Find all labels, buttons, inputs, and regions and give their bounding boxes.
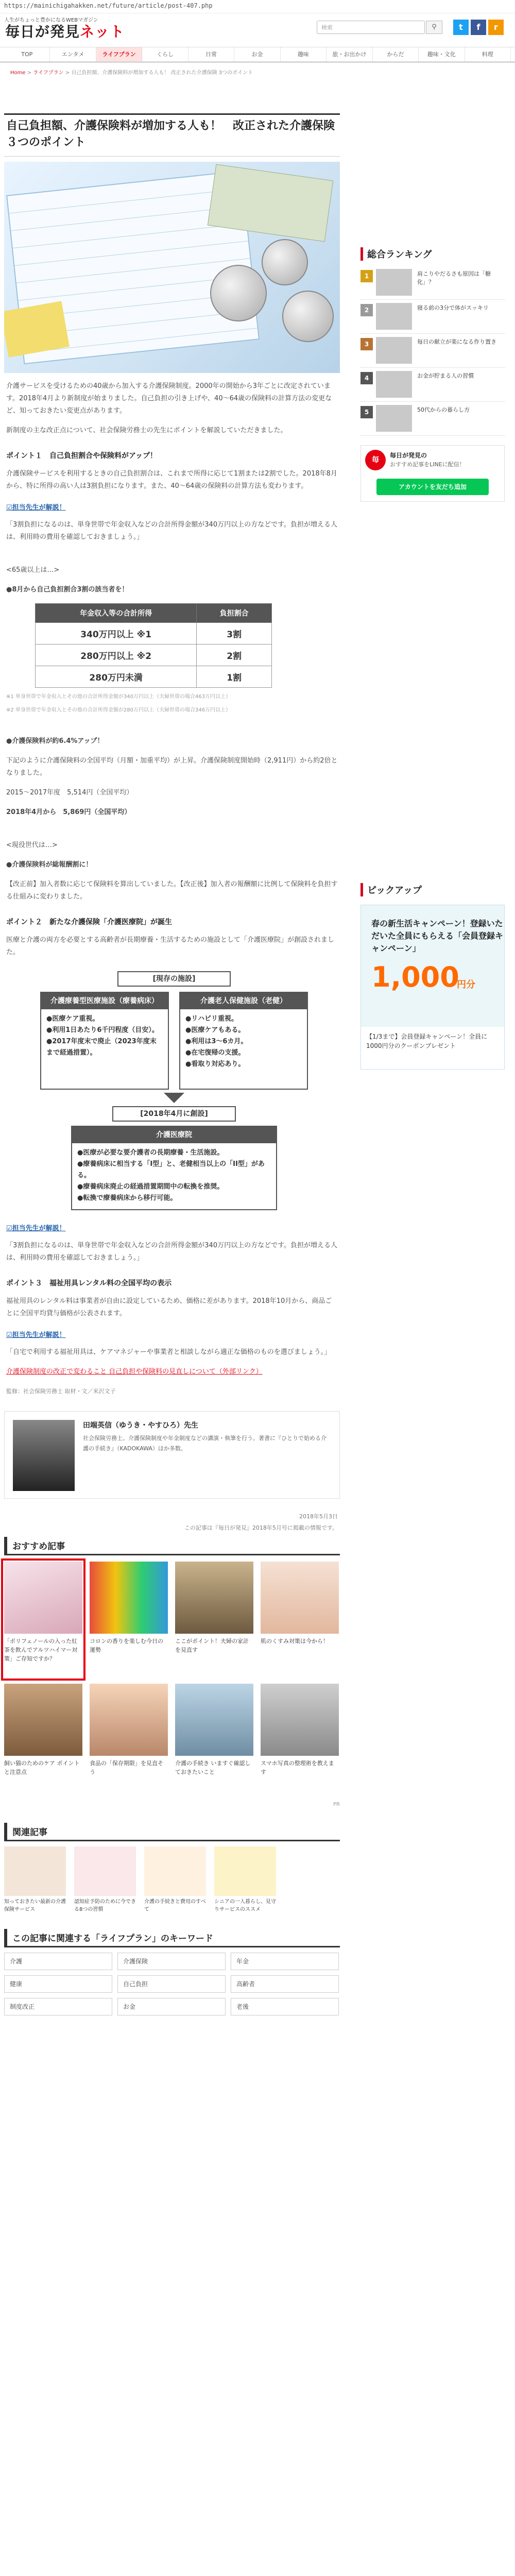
intro-paragraph: 介護サービスを受けるための40歳から加入する介護保険制度。2000年の開始から3年ごとに改定されています。2018年4月より新制度が始まりました。自己負担の引き上げや、40〜64歳の保険料の計算方法の変更など、知っておきたい変更点があります。 (6, 382, 332, 415)
rank-number: 2 (360, 304, 373, 316)
ranking-item[interactable] (360, 368, 505, 402)
table-header-income: 年金収入等の合計所得 (36, 604, 197, 623)
ad-footer: 【1/3まで】会員登録キャンペーン！全員に1000円分のクーポンプレゼント (361, 1027, 504, 1069)
expert-remark-heading-3: ☑担当先生が解説！ (6, 1331, 66, 1339)
keyword-row (4, 1998, 340, 2015)
table-row (36, 623, 272, 645)
diagram-box-roken (179, 992, 308, 1090)
diagram-box-iryoin (71, 1126, 277, 1210)
author-box (4, 1411, 340, 1499)
point-2-body: 医療と介護の両方を必要とする高齢者が長期療養・生活するための施設として「介護医療院」が創設されました。 (6, 936, 335, 956)
recommend-card[interactable] (175, 1684, 253, 1800)
table-row (36, 645, 272, 666)
brand-icon: 毎 (365, 450, 386, 470)
line-promo (360, 445, 505, 502)
author-bio: 社会保険労務士。介護保険制度や年金制度などの講演・執筆を行う。著書に『ひとりで始める介護の手続き』（KADOKAWA）ほか多数。 (83, 1435, 327, 1452)
recommend-caption: 肌のくすみ対策は今から！ (261, 1638, 329, 1645)
fee-line-1: 2015〜2017年度 5,514円（全国平均） (6, 789, 133, 796)
table-note-2: ※2 単身世帯で年金収入とその他の合計所得金額が280万円以上（夫婦世帯の場合346万円以上） (6, 707, 231, 713)
twitter-icon[interactable]: t (453, 20, 469, 35)
expert-remark-body-3: 「自宅で利用する福祉用具は、ケアマネジャーや事業者と相談しながら適正な価格のものを選びましょう。」 (6, 1348, 331, 1356)
breadcrumb-current: 自己負担額、介護保険料が増加する人も！ 改正された介護保険 3つのポイント (71, 70, 253, 76)
rank-number: 1 (360, 270, 373, 282)
line-add-friend-button[interactable]: アカウントを友だち追加 (376, 479, 489, 495)
keyword-chip[interactable]: 介護 (4, 1953, 112, 1970)
logo-main: 毎日が発見 (5, 23, 80, 40)
rank-number: 3 (360, 338, 373, 350)
recommend-card[interactable] (261, 1562, 339, 1677)
recommend-caption: 介護の手続き いますぐ確認しておきたいこと (175, 1760, 251, 1775)
point-3-heading: ポイント３ 福祉用具レンタル料の全国平均の表示 (6, 1279, 172, 1287)
point-3-body: 福祉用具のレンタル料は事業者が自由に設定しているため、価格に差があります。2018年10月から、商品ごとに全国平均貸与価格が公表されます。 (6, 1297, 332, 1317)
ranking-heading: 総合ランキング (360, 247, 505, 261)
recommend-caption: ここがポイント！夫婦の家計を見直す (175, 1638, 249, 1653)
search-icon[interactable]: ⚲ (426, 21, 442, 34)
recommend-caption: スマホ写真の整理術を教えます (261, 1760, 334, 1775)
page-title: 自己負担額、介護保険料が増加する人も！ 改正された介護保険３つのポイント (4, 113, 340, 157)
publish-date: 2018年5月3日 (299, 1513, 338, 1520)
ranking-title: 50代からの暮らし方 (417, 406, 470, 413)
keyword-chip[interactable]: 高齢者 (231, 1975, 339, 1993)
rank-number: 5 (360, 406, 373, 418)
keyword-chip[interactable]: 老後 (231, 1998, 339, 2015)
related-caption: 介護の手続きと費用のすべて (144, 1899, 206, 1912)
nav-item-money[interactable]: お金 (234, 47, 280, 61)
diagram-item: ●医療が必要な要介護者の長期療養・生活施設。 (77, 1149, 224, 1157)
expert-remark-heading-2: ☑担当先生が解説！ (6, 1225, 66, 1232)
sponsor-label: PR (333, 1802, 340, 1807)
current-body: 【改正前】加入者数に応じて保険料を算出していました。【改正後】加入者の報酬額に比例して保険料を負担する仕組みに変わりました。 (6, 880, 338, 901)
site-logo[interactable] (5, 21, 125, 41)
diagram-item: ●在宅復帰の支援。 (185, 1049, 245, 1057)
keyword-chip[interactable]: 年金 (231, 1953, 339, 1970)
nav-item-culture[interactable]: 趣味・文化 (419, 47, 465, 61)
table-cell: 280万円未満 (36, 666, 197, 688)
table-cell: 2割 (197, 645, 272, 666)
global-nav (0, 47, 515, 63)
nav-item-body[interactable]: からだ (373, 47, 419, 61)
nav-item-travel[interactable]: 旅・お出かけ (327, 47, 372, 61)
related-thumbnail (4, 1846, 66, 1896)
nav-item-entame[interactable]: エンタメ (50, 47, 96, 61)
ad-title: 春の新生活キャンペーン！登録いただいた全員にもらえる「会員登録キャンペーン」 (371, 919, 504, 953)
table-header-ratio: 負担割合 (197, 604, 272, 623)
nav-item-cooking[interactable]: 料理 (465, 47, 511, 61)
recommend-thumbnail (261, 1684, 339, 1756)
current-subheading: ●介護保険料が総報酬割に！ (6, 861, 93, 869)
ranking-thumbnail (376, 371, 412, 398)
current-heading: <現役世代は…> (6, 841, 58, 849)
rank-number: 4 (360, 372, 373, 384)
search-input[interactable]: 検索 (317, 21, 425, 34)
nav-item-kurashi[interactable]: くらし (142, 47, 188, 61)
table-cell: 3割 (197, 623, 272, 645)
recommend-thumbnail (4, 1562, 82, 1634)
recommend-caption: コロンの香りを楽しむ今日の運勢 (90, 1638, 163, 1653)
table-row (36, 666, 272, 688)
diagram-item: ●リハビリ重視。 (185, 1015, 238, 1023)
breadcrumb-home[interactable]: Home (10, 70, 26, 76)
article-main (4, 113, 340, 2015)
diagram-box-title: 介護療養型医療施設（療養病床） (41, 993, 168, 1009)
expert-remark-heading: ☑担当先生が解説！ (6, 504, 66, 512)
related-card[interactable] (214, 1846, 276, 1913)
related-caption: 認知症予防のために今できる8つの習慣 (74, 1899, 136, 1912)
ranking-title: 寝る前の3分で体がスッキリ (417, 304, 489, 311)
related-caption: 知っておきたい最新の介護保険サービス (4, 1899, 66, 1912)
fee-line-2: 2018年4月から 5,869円（全国平均） (6, 808, 131, 816)
keyword-row (4, 1975, 340, 1993)
fee-body: 下記のように介護保険料の全国平均（月額・加重平均）が上昇。介護保険制度開始時（2,911円）から約2倍となりました。 (6, 757, 338, 777)
diagram-item: ●療養病床廃止の経過措置期間中の転換を推奨。 (77, 1183, 224, 1191)
ranking-thumbnail (376, 405, 412, 432)
income-burden-table (35, 603, 272, 688)
address-bar[interactable]: https://mainichigahakken.net/future/article/post-407.php (0, 0, 515, 13)
hero-image (4, 162, 340, 373)
related-thumbnail (214, 1846, 276, 1896)
diagram-item: ●利用1日あたり6千円程度（目安）。 (46, 1026, 159, 1034)
ranking-item[interactable] (360, 300, 505, 334)
diagram-now-label: [現存の施設] (117, 971, 231, 987)
recommend-thumbnail (90, 1684, 168, 1756)
recommend-card[interactable] (90, 1684, 168, 1800)
table-cell: 1割 (197, 666, 272, 688)
facebook-icon[interactable]: f (471, 20, 486, 35)
ranking-item[interactable] (360, 266, 505, 300)
ranking-title: 肩こりやだるさも原因は「糖化」？ (417, 270, 491, 285)
ranking-title: 毎日の献立が楽になる作り置き (417, 338, 496, 345)
point-1-body: 介護保険サービスを利用するときの自己負担割合は、これまで所得に応じて1割または2割でした。2018年8月から、特に所得の高い人は3割負担になります。また、40〜64歳の保険料の計算方法も変わります。 (6, 470, 337, 490)
rss-icon[interactable]: r (488, 20, 504, 35)
ranking-thumbnail (376, 269, 412, 296)
pickup-heading: ピックアップ (360, 883, 505, 896)
diagram-new-label: [2018年4月に創設] (112, 1106, 236, 1122)
line-promo-title: 毎日が発見の (390, 452, 427, 459)
ranking-item[interactable] (360, 334, 505, 368)
related-thumbnail (74, 1846, 136, 1896)
credit: 監修：社会保険労務士 取材・文／米沢文子 (6, 1388, 116, 1395)
related-heading: 関連記事 (4, 1823, 340, 1841)
recommend-thumbnail (261, 1562, 339, 1634)
ranking-item[interactable] (360, 402, 505, 436)
diagram-arrow-down (164, 1093, 184, 1103)
recommend-card[interactable] (261, 1684, 339, 1800)
diagram-item: ●医療ケアもある。 (185, 1026, 245, 1034)
magazine-note: この記事は『毎日が発見』2018年5月号に掲載の情報です。 (184, 1524, 338, 1531)
ad-amount: 1,000 (371, 961, 459, 993)
expert-remark-body: 「3割負担になるのは、単身世帯で年金収入などの合計所得金額が340万円以上の方などです。負担が増える人は、利用時の費用を確認しておきましょう。」 (6, 521, 338, 541)
recommend-card[interactable] (4, 1684, 82, 1800)
recommend-card[interactable] (175, 1562, 253, 1677)
related-grid (4, 1846, 340, 1913)
ranking-thumbnail (376, 337, 412, 364)
recommend-card[interactable] (90, 1562, 168, 1677)
point-1-heading: ポイント１ 自己負担割合や保険料がアップ！ (6, 452, 158, 460)
nav-item-hobby[interactable]: 趣味 (281, 47, 327, 61)
pickup-ad-banner[interactable] (360, 905, 505, 1070)
keywords-heading: この記事に関連する「ライフプラン」のキーワード (4, 1929, 340, 1947)
related-card[interactable] (74, 1846, 136, 1913)
keyword-row (4, 1953, 340, 1970)
table-note-1: ※1 単身世帯で年金収入とその他の合計所得金額が340万円以上（夫婦世帯の場合463万円以上） (6, 694, 231, 700)
facility-diagram (40, 971, 308, 1213)
recommend-caption: 「ポリフェノールの入った紅茶を飲んでアルツハイマー対策」ご存知ですか？ (4, 1638, 78, 1662)
hero-coin (210, 265, 267, 321)
hero-coin (282, 291, 334, 342)
over65-heading: <65歳以上は…> (6, 566, 60, 574)
diagram-item: ●2017年度末で廃止（2023年度末まで経過措置）。 (46, 1038, 157, 1057)
keyword-chip[interactable]: 自己負担 (117, 1975, 226, 1993)
recommend-thumbnail (90, 1562, 168, 1634)
line-promo-sub: おすすめ記事をLINEに配信！ (390, 461, 465, 468)
external-link[interactable]: 介護保険制度の改正で変わること 自己負担や保険料の見直しについて（外部リンク） (6, 1368, 263, 1376)
related-caption: シニアの一人暮らし、見守りサービスのススメ (214, 1899, 276, 1912)
intro-paragraph-2: 新制度の主な改正点について、社会保険労務士の先生にポイントを解説していただきました。 (6, 427, 287, 434)
keyword-chip[interactable]: お金 (117, 1998, 226, 2015)
keyword-chip[interactable]: 介護保険 (117, 1953, 226, 1970)
related-card[interactable] (4, 1846, 66, 1913)
diagram-item: ●看取り対応あり。 (185, 1060, 245, 1068)
fee-heading: ●介護保険料が約6.4%アップ！ (6, 737, 104, 745)
recommend-heading: おすすめ記事 (4, 1537, 340, 1555)
recommend-thumbnail (4, 1684, 82, 1756)
breadcrumb: Home > ライフプラン > 自己負担額、介護保険料が増加する人も！ 改正された介護保険 3つのポイント (10, 70, 253, 76)
table-caption: ●8月から自己負担割合3割の該当者を！ (6, 586, 129, 594)
ad-unit: 円分 (457, 979, 475, 990)
related-card[interactable] (144, 1846, 206, 1913)
nav-item-lifeplan[interactable]: ライフプラン (96, 47, 142, 61)
ranking-thumbnail (376, 303, 412, 330)
diagram-box-ryoyo (40, 992, 169, 1090)
diagram-item: ●医療ケア重視。 (46, 1015, 99, 1023)
expert-remark-body-2: 「3割負担になるのは、単身世帯で年金収入などの合計所得金額が340万円以上の方などです。負担が増える人は、利用時の費用を確認しておきましょう。」 (6, 1242, 338, 1262)
site-header (0, 13, 515, 47)
ranking-title: お金が貯まる人の習慣 (417, 372, 474, 379)
diagram-box-title: 介護医療院 (72, 1127, 276, 1143)
recommend-thumbnail (175, 1562, 253, 1634)
logo-sub: ネット (80, 23, 125, 40)
diagram-item: ●療養病床に相当する「I型」と、老健相当以上の「II型」がある。 (77, 1160, 265, 1179)
diagram-item: ●転換で療養病床から移行可能。 (77, 1194, 177, 1202)
nav-item-top[interactable]: TOP (4, 47, 50, 61)
keyword-chip[interactable]: 健康 (4, 1975, 112, 1993)
recommend-thumbnail (175, 1684, 253, 1756)
diagram-item: ●利用は3〜6カ月。 (185, 1038, 248, 1045)
hero-coin (262, 239, 308, 285)
sidebar (360, 113, 505, 1070)
point-2-heading: ポイント２ 新たな介護保険「介護医療院」が誕生 (6, 918, 172, 926)
table-cell: 280万円以上 ※2 (36, 645, 197, 666)
keyword-chip[interactable]: 制度改正 (4, 1998, 112, 2015)
author-photo (13, 1420, 75, 1491)
site-tagline: 人生がちょっと豊かになるWEBマガジン (4, 18, 98, 23)
recommend-caption: 食品の「保存期限」を見直そう (90, 1760, 163, 1775)
nav-item-nichijo[interactable]: 日常 (188, 47, 234, 61)
diagram-box-title: 介護老人保健施設（老健） (180, 993, 307, 1009)
recommend-card[interactable] (4, 1562, 82, 1677)
author-name: 田端英信（ゆうき・やすひろ）先生 (83, 1421, 198, 1430)
breadcrumb-category[interactable]: ライフプラン (33, 70, 64, 76)
recommend-caption: 飼い猫のためのケア ポイントと注意点 (4, 1760, 80, 1775)
table-cell: 340万円以上 ※1 (36, 623, 197, 645)
related-thumbnail (144, 1846, 206, 1896)
recommend-grid (4, 1562, 340, 1800)
